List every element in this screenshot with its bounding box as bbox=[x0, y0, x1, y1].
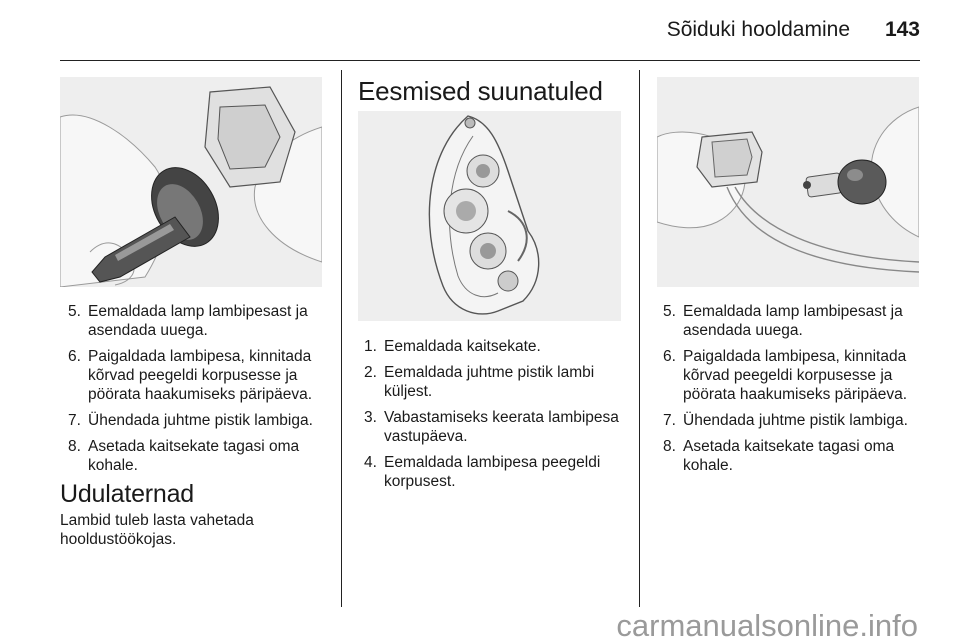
step-text: Ühendada juhtme pistik lambiga. bbox=[683, 412, 908, 429]
illustration-indicator-housing bbox=[358, 111, 621, 321]
section-heading-front-indicators: Eesmised suunatuled bbox=[358, 76, 603, 106]
step-text: Ühendada juhtme pistik lambiga. bbox=[88, 412, 313, 429]
watermark: carmanualsonline.info bbox=[616, 608, 918, 643]
step-number: 1. bbox=[364, 338, 377, 355]
step-text: Asetada kaitsekate tagasi oma kohale. bbox=[88, 438, 300, 474]
step-number: 3. bbox=[364, 409, 377, 426]
illustration-halogen-bulb-removal bbox=[60, 77, 322, 287]
step-number: 6. bbox=[663, 348, 676, 365]
section-text-fog-lamps: Lambid tuleb lasta vahetada hooldustöökojas. bbox=[60, 512, 254, 548]
list-item bbox=[358, 408, 628, 446]
step-number: 8. bbox=[663, 438, 676, 455]
step-text: Eemaldada lambipesa peegeldi korpusest. bbox=[384, 454, 601, 490]
step-text: Eemaldada kaitsekate. bbox=[384, 338, 541, 355]
list-item bbox=[62, 347, 332, 404]
list-item bbox=[657, 347, 927, 404]
step-number: 2. bbox=[364, 364, 377, 381]
page-header-title: Sõiduki hooldamine bbox=[666, 18, 850, 41]
step-text: Paigaldada lambipesa, kinnitada kõrvad peegeldi korpusesse ja pöörata haakumiseks päripäeva. bbox=[683, 348, 908, 403]
list-item bbox=[62, 411, 332, 430]
step-number: 7. bbox=[68, 412, 81, 429]
step-number: 7. bbox=[663, 412, 676, 429]
page-number: 143 bbox=[884, 18, 920, 41]
list-item bbox=[657, 411, 927, 430]
right-step-list bbox=[657, 302, 927, 482]
step-number: 5. bbox=[68, 303, 81, 320]
list-item bbox=[657, 437, 927, 475]
step-text: Asetada kaitsekate tagasi oma kohale. bbox=[683, 438, 895, 474]
illustration-indicator-bulb-removal bbox=[657, 77, 919, 287]
step-text: Eemaldada lamp lambipesast ja asendada uuega. bbox=[88, 303, 308, 339]
middle-step-list bbox=[358, 337, 628, 498]
header-divider bbox=[60, 60, 920, 61]
step-text: Paigaldada lambipesa, kinnitada kõrvad peegeldi korpusesse ja pöörata haakumiseks päripäeva. bbox=[88, 348, 313, 403]
list-item bbox=[358, 363, 628, 401]
left-step-list bbox=[62, 302, 332, 482]
section-heading-fog-lamps: Udulaternad bbox=[60, 480, 195, 508]
column-divider-left bbox=[341, 70, 342, 607]
step-text: Vabastamiseks keerata lambipesa vastupäeva. bbox=[384, 409, 619, 445]
column-divider-right bbox=[639, 70, 640, 607]
step-number: 8. bbox=[68, 438, 81, 455]
list-item bbox=[358, 337, 628, 356]
step-number: 5. bbox=[663, 303, 676, 320]
step-number: 6. bbox=[68, 348, 81, 365]
step-number: 4. bbox=[364, 454, 377, 471]
list-item bbox=[657, 302, 927, 340]
list-item bbox=[62, 302, 332, 340]
step-text: Eemaldada juhtme pistik lambi küljest. bbox=[384, 364, 595, 400]
list-item bbox=[62, 437, 332, 475]
list-item bbox=[358, 453, 628, 491]
step-text: Eemaldada lamp lambipesast ja asendada uuega. bbox=[683, 303, 903, 339]
